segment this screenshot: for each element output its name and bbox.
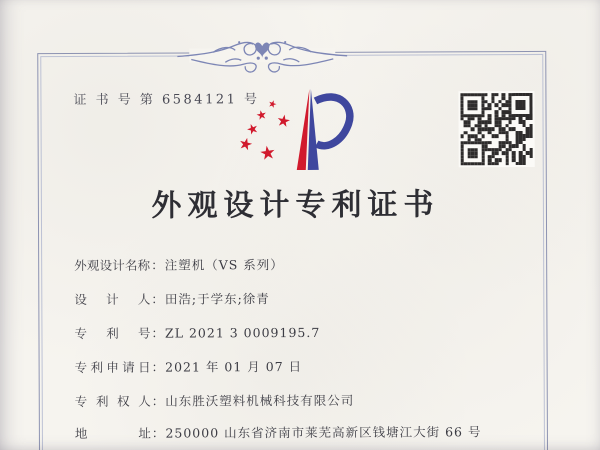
qr-code <box>458 91 534 167</box>
field-filing-date <box>75 357 303 376</box>
field-colon: ： <box>151 291 164 307</box>
field-value: ZL 2021 3 0009195.7 <box>164 324 321 341</box>
field-label: 外观设计名称 <box>74 257 151 273</box>
field-label: 专利权人 <box>74 393 151 409</box>
field-colon: ： <box>151 393 165 409</box>
field-label: 专利号 <box>74 325 151 341</box>
field-value: 2021 年 01 月 07 日 <box>165 358 303 375</box>
qr-module <box>529 162 532 165</box>
field-label: 专利申请日 <box>74 359 151 375</box>
field-colon: ： <box>151 359 165 375</box>
field-value: 田浩;于学东;徐青 <box>164 291 270 307</box>
field-patentee <box>75 391 355 410</box>
field-colon: ： <box>151 425 165 441</box>
field-design-name <box>74 255 284 274</box>
field-value: 山东胜沃塑料机械科技有限公司 <box>165 392 355 409</box>
field-label: 设计人 <box>74 291 151 307</box>
field-patent-number <box>74 323 320 342</box>
floral-flourish-icon <box>177 35 347 82</box>
field-value: 注塑机（VS 系列） <box>164 257 284 273</box>
field-address <box>75 422 482 442</box>
field-label: 地址 <box>74 425 151 441</box>
field-value: 250000 山东省济南市莱芜高新区钱塘江大街 66 号 <box>165 424 482 441</box>
field-designers <box>74 289 270 308</box>
certificate-title: 外观设计专利证书 <box>151 187 440 224</box>
cnipa-logo-icon <box>239 86 359 175</box>
certificate-number: 证 书 号 第 6584121 号 <box>73 92 260 108</box>
field-colon: ： <box>151 257 164 273</box>
field-colon: ： <box>151 325 165 341</box>
